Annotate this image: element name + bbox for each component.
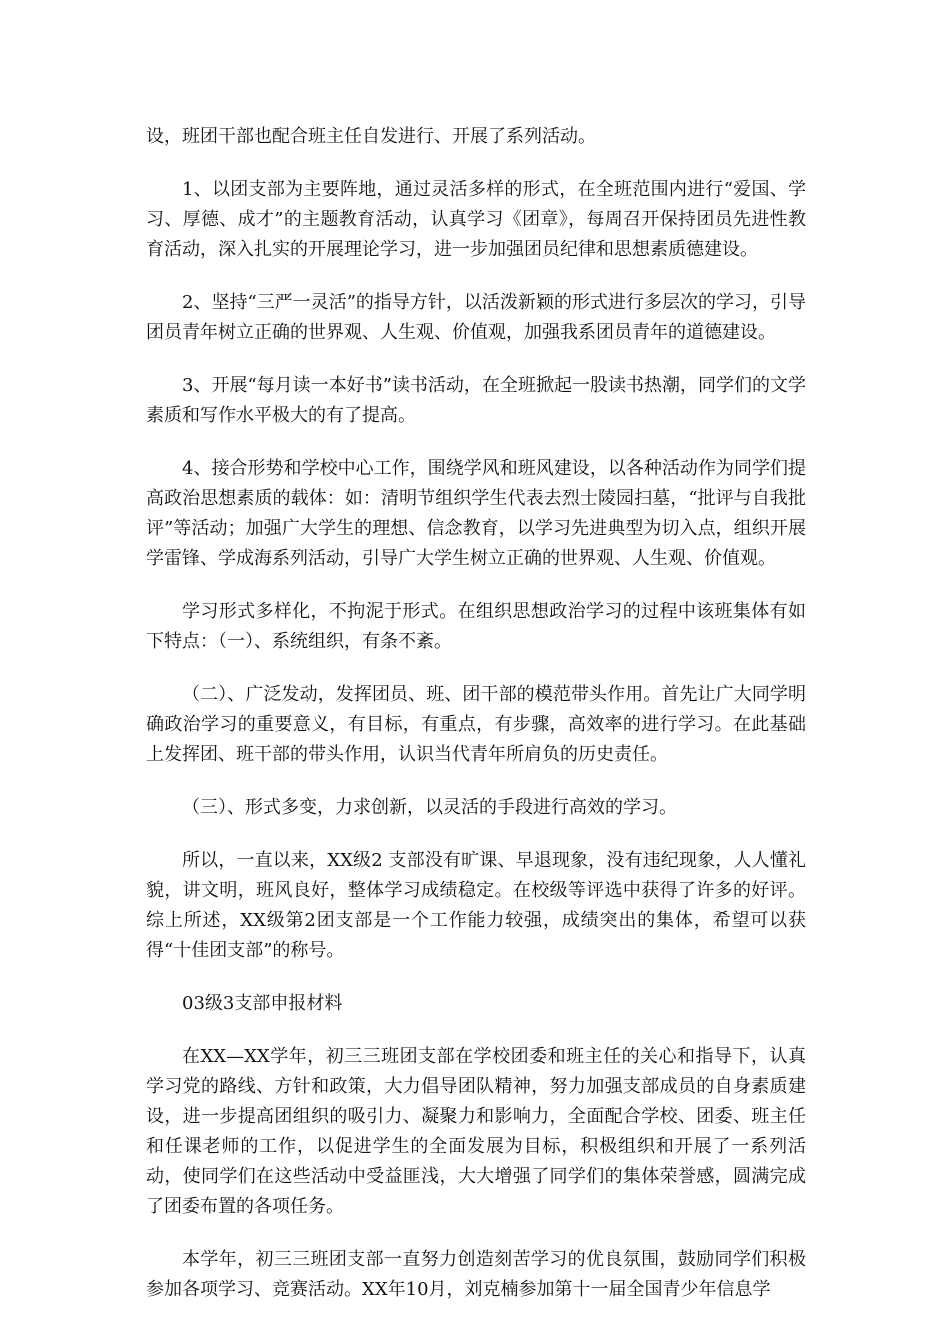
paragraph-item-4: 4、接合形势和学校中心工作，围绕学风和班风建设，以各种活动作为同学们提高政治思想素质的载体：如：清明节组织学生代表去烈士陵园扫墓，“批评与自我批评”等活动；加强广大学生的理想、信念教育，以学习先进典型为切入点，组织开展学雷锋、学成海系列活动，引导广大学生树立正确的世界观、人生观、价值观。 xyxy=(146,458,806,569)
section-heading: 03级3支部申报材料 xyxy=(182,993,343,1014)
paragraph-feature-3: （三）、形式多变，力求创新，以灵活的手段进行高效的学习。 xyxy=(182,797,677,818)
paragraph-this-year: 本学年，初三三班团支部一直努力创造刻苦学习的优良氛围，鼓励同学们积极参加各项学习、竞赛活动。XX年10月，刘克楠参加第十一届全国青少年信息学 xyxy=(146,1249,806,1300)
document-page xyxy=(146,122,806,1328)
paragraph-feature-2: （二）、广泛发动，发挥团员、班、团干部的模范带头作用。首先让广大同学明确政治学习的重要意义，有目标，有重点，有步骤，高效率的进行学习。在此基础上发挥团、班干部的带头作用，认识当代青年所肩负的历史责任。 xyxy=(146,684,806,765)
paragraph-intro: 在XX—XX学年，初三三班团支部在学校团委和班主任的关心和指导下，认真学习党的路线、方针和政策，大力倡导团队精神，努力加强支部成员的自身素质建设，进一步提高团组织的吸引力、凝聚力和影响力，全面配合学校、团委、班主任和任课老师的工作，以促进学生的全面发展为目标，积极组织和开展了一系列活动，使同学们在这些活动中受益匪浅，大大增强了同学们的集体荣誉感，圆满完成了团委布置的各项任务。 xyxy=(146,1046,806,1217)
paragraph-conclusion: 所以，一直以来，XX级2 支部没有旷课、早退现象，没有违纪现象，人人懂礼貌，讲文明，班风良好，整体学习成绩稳定。在校级等评选中获得了许多的好评。综上所述，XX级第2团支部是一个工作能力较强，成绩突出的集体，希望可以获得“十佳团支部”的称号。 xyxy=(146,850,806,961)
paragraph-item-2: 2、坚持“三严一灵活”的指导方针，以活泼新颖的形式进行多层次的学习，引导团员青年树立正确的世界观、人生观、价值观，加强我系团员青年的道德建设。 xyxy=(146,292,806,343)
paragraph-study-forms: 学习形式多样化，不拘泥于形式。在组织思想政治学习的过程中该班集体有如下特点：（一）、系统组织，有条不紊。 xyxy=(146,601,806,652)
paragraph-item-1: 1、以团支部为主要阵地，通过灵活多样的形式，在全班范围内进行“爱国、学习、厚德、成才”的主题教育活动，认真学习《团章》，每周召开保持团员先进性教育活动，深入扎实的开展理论学习，进一步加强团员纪律和思想素质德建设。 xyxy=(146,179,806,260)
paragraph-continuation: 设，班团干部也配合班主任自发进行、开展了系列活动。 xyxy=(146,126,596,147)
paragraph-item-3: 3、开展“每月读一本好书”读书活动，在全班掀起一股读书热潮，同学们的文学素质和写作水平极大的有了提高。 xyxy=(146,375,806,426)
